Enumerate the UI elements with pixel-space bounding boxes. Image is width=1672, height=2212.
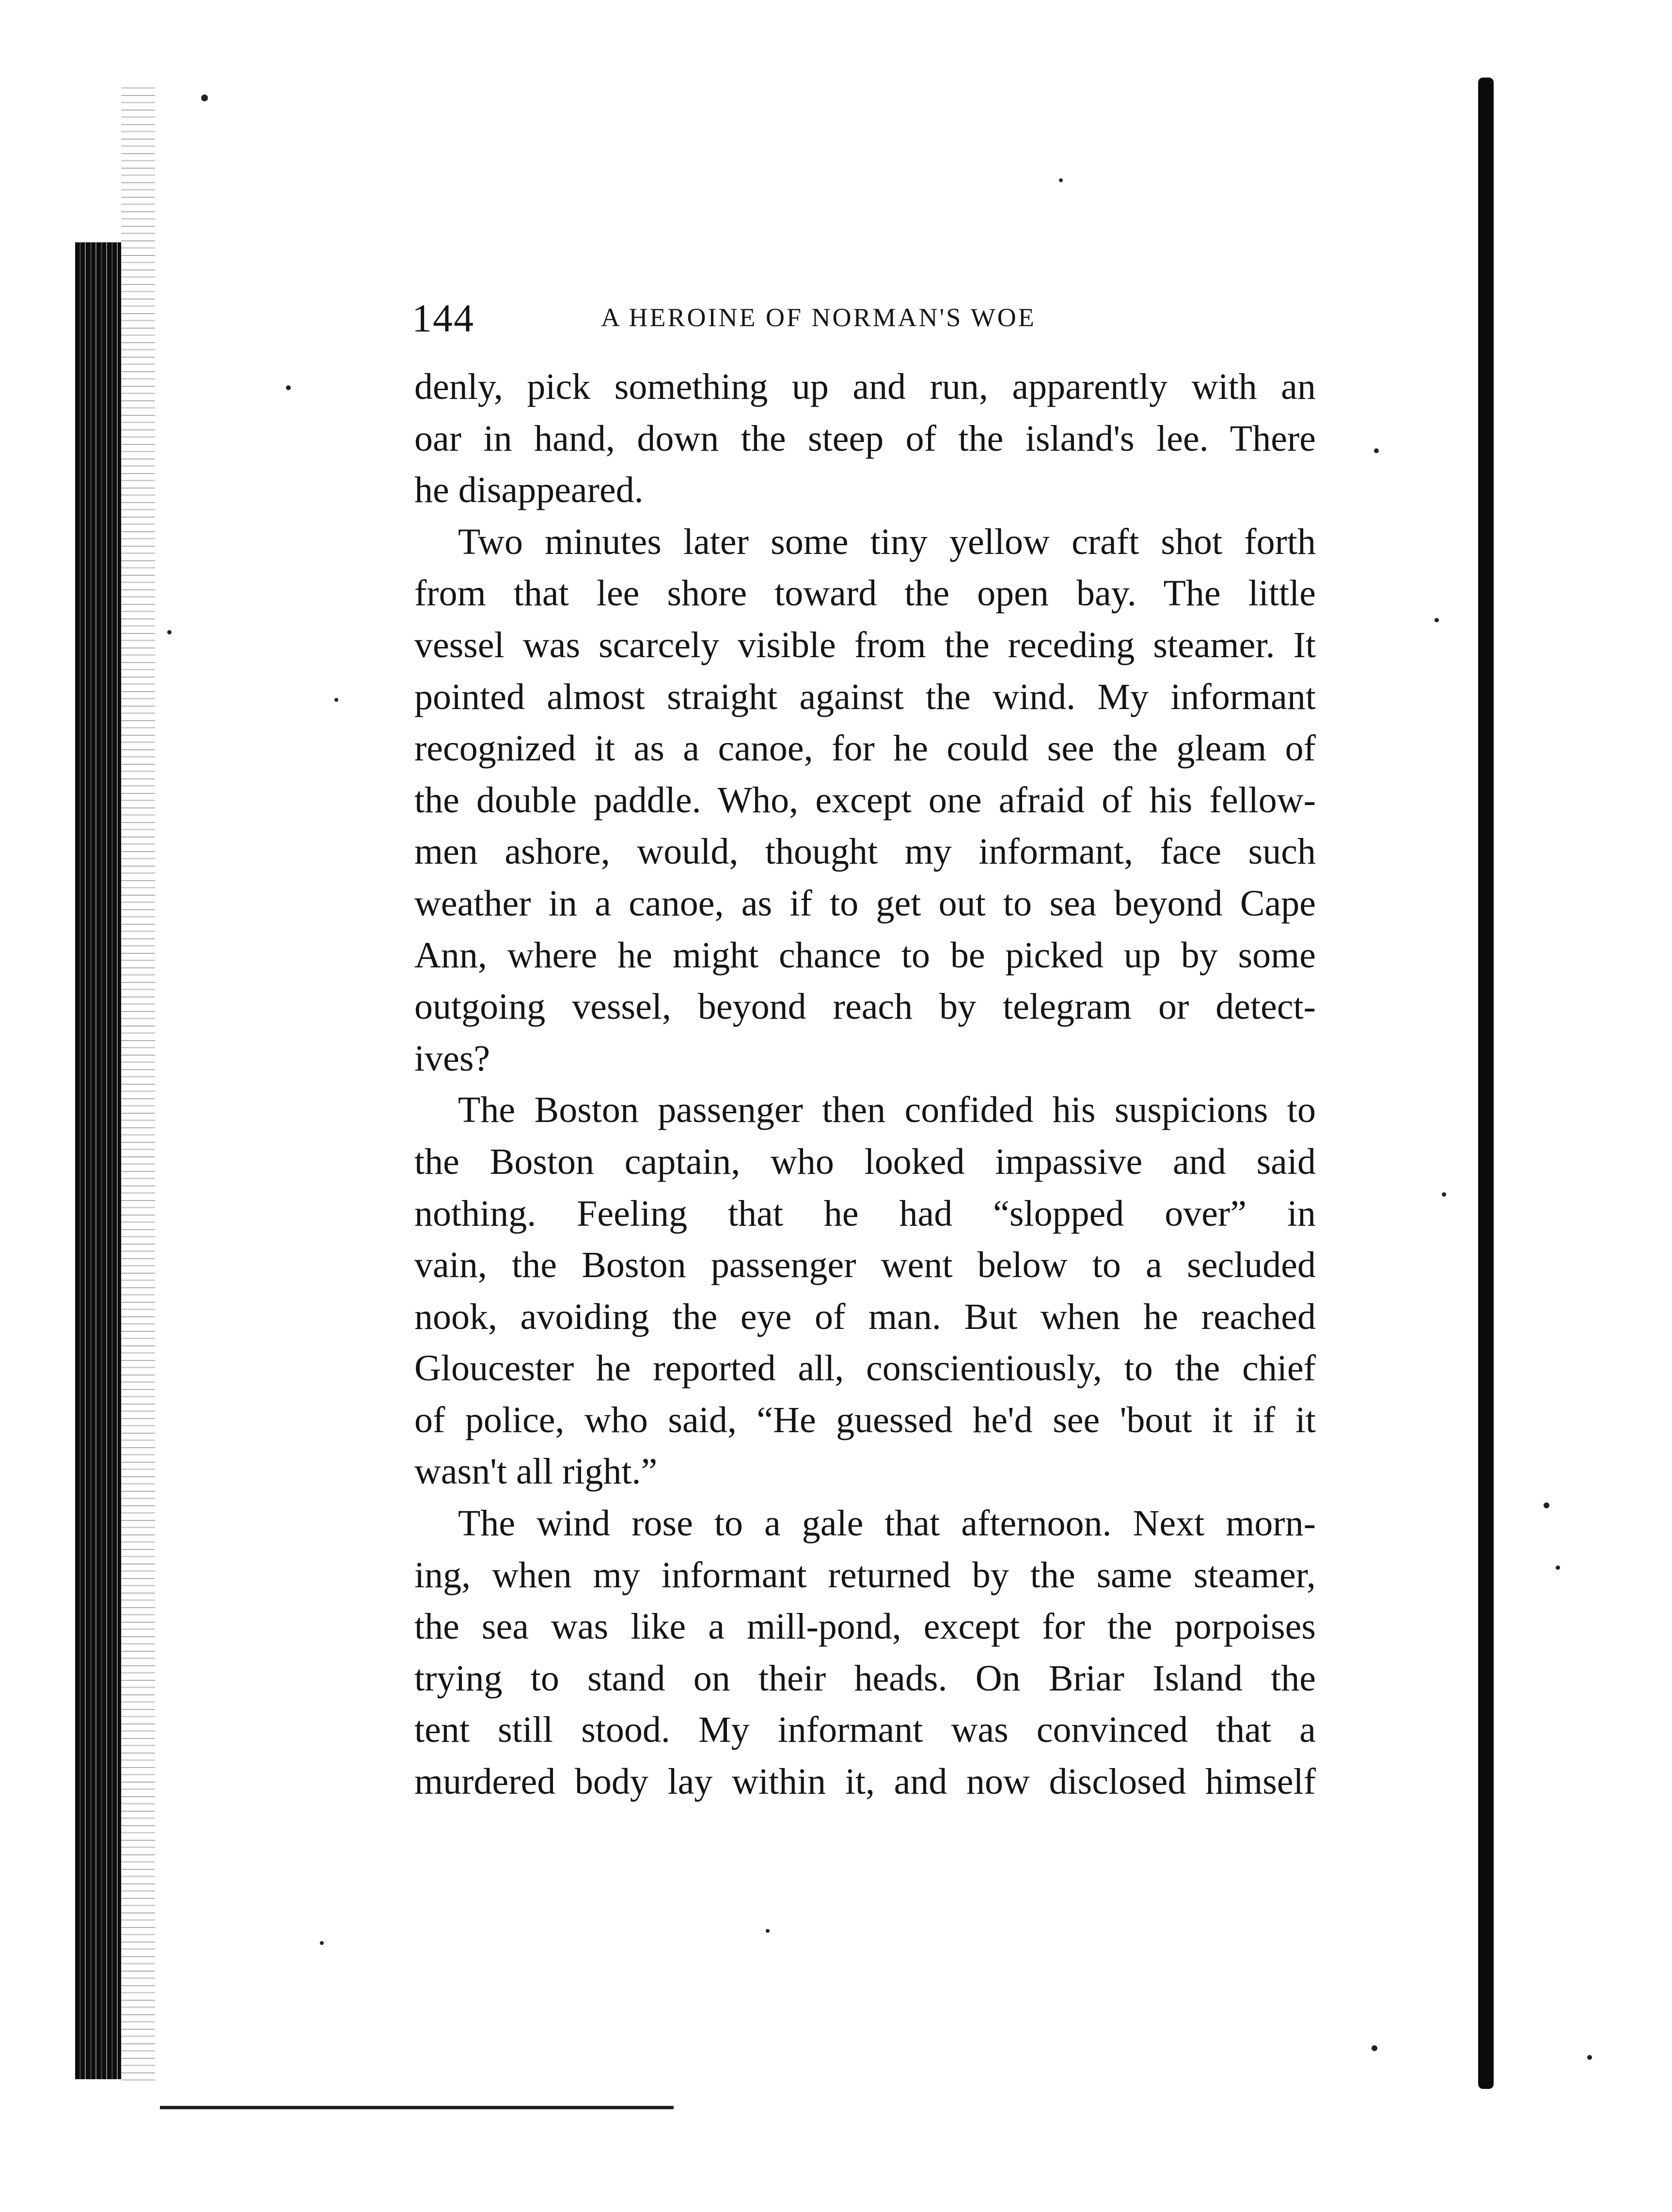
text-line: denly, pick something up and run, apparently with an (414, 366, 1316, 407)
text-line: The Boston passenger then confided his suspicions to (458, 1090, 1316, 1131)
running-title: A HEROINE OF NORMAN'S WOE (601, 303, 1036, 332)
text-line: vain, the Boston passenger went below to a secluded (414, 1245, 1316, 1286)
text-line: from that lee shore toward the open bay. The little (414, 573, 1316, 614)
text-line: wasn't all right.” (414, 1451, 658, 1492)
text-line: of police, who said, “He guessed he'd see 'bout it if it (414, 1399, 1316, 1440)
scan-gutter-noise (121, 87, 155, 2084)
running-header (412, 296, 1430, 349)
text-line: he disappeared. (414, 470, 644, 511)
text-line: Ann, where he might chance to be picked up by some (414, 934, 1316, 976)
text-line: ives? (414, 1038, 490, 1079)
text-line: nothing. Feeling that he had “slopped over” in (414, 1193, 1316, 1234)
text-line: Gloucester he reported all, conscientiously, to the chief (414, 1348, 1316, 1389)
text-line: vessel was scarcely visible from the receding steamer. It (414, 624, 1316, 665)
text-line: murdered body lay within it, and now disclosed himself (414, 1761, 1316, 1802)
scan-binding-shadow-right (1478, 78, 1494, 2089)
text-line: tent still stood. My informant was convinced that a (414, 1709, 1316, 1751)
scan-bottom-edge (160, 2106, 674, 2109)
text-line: weather in a canoe, as if to get out to sea beyond Cape (414, 883, 1316, 924)
text-line: pointed almost straight against the wind. My informant (414, 676, 1316, 717)
text-line: Two minutes later some tiny yellow craft shot forth (458, 521, 1316, 562)
text-line: the double paddle. Who, except one afraid of his fellow- (414, 779, 1316, 821)
text-line: nook, avoiding the eye of man. But when he reached (414, 1296, 1316, 1337)
page-number: 144 (412, 296, 474, 340)
text-line: the Boston captain, who looked impassive and said (414, 1141, 1316, 1182)
page-body (414, 361, 1316, 1808)
text-line: trying to stand on their heads. On Briar Island the (414, 1658, 1316, 1699)
text-line: the sea was like a mill-pond, except for the porpoises (414, 1606, 1316, 1647)
text-line: outgoing vessel, beyond reach by telegram or detect- (414, 986, 1316, 1027)
text-line: oar in hand, down the steep of the island's lee. There (414, 418, 1316, 459)
scan-binding-shadow-left (75, 242, 121, 2079)
text-line: The wind rose to a gale that afternoon. Next morn- (458, 1503, 1316, 1544)
text-line: recognized it as a canoe, for he could see the gleam of (414, 728, 1316, 769)
text-line: men ashore, would, thought my informant, face such (414, 831, 1316, 872)
text-line: ing, when my informant returned by the same steamer, (414, 1554, 1316, 1596)
